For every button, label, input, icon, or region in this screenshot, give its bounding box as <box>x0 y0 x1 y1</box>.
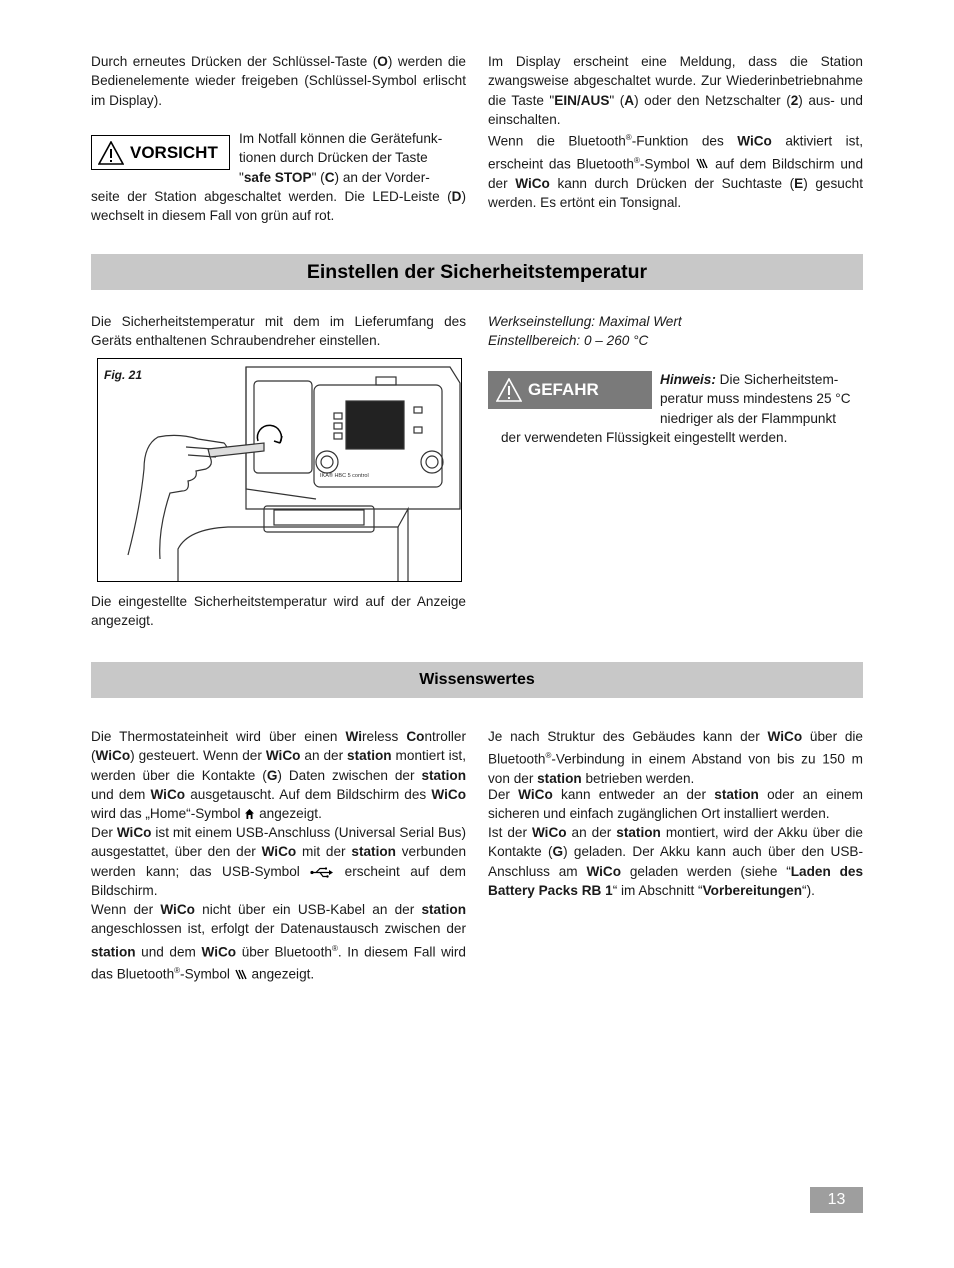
hinweis-text-2: der verwendeten Flüssigkeit eingestellt werden. <box>501 430 788 445</box>
shutdown-message-paragraph: Im Display erscheint eine Meldung, dass die Station zwangsweise abgeschaltet wurde. Zur Wiederinbetriebnahme die Taste "EIN/AUS" (A) oder den Netzschalter (2) aus- und einschalten. <box>488 54 863 127</box>
section-title-wissenswertes: Wissenswertes <box>91 662 863 698</box>
installation-paragraph: Der WiCo kann entweder an der station oder an einem sicheren und einfach zugänglichen Ort installiert werden. <box>488 787 863 822</box>
warning-triangle-icon <box>98 141 124 165</box>
wico-paragraph-3: Wenn der WiCo nicht über ein USB-Kabel an der station angeschlossen ist, erfolgt der Datenaustausch zwischen der station und dem WiCo über Bluetooth®. In diesem Fall wird das Bluetooth®-Symbol angezeigt. <box>91 902 467 982</box>
wico-paragraph-2: Der WiCo ist mit einem USB-Anschluss (Universal Serial Bus) ausgestattet, über den der WiCo mit der station verbunden werden kann; das USB-Symbol erscheint auf dem Bildschirm. <box>91 825 467 898</box>
hinweis-text-1: Hinweis: Die Sicherheitstem- peratur muss mindestens 25 °C niedriger als der Flammpunkt <box>660 372 851 426</box>
gefahr-warning-box <box>488 371 652 409</box>
factory-setting: Werkseinstellung: Maximal Wert <box>488 314 682 329</box>
vorsicht-text-2: seite der Station abgeschaltet werden. Die LED-Leiste (D) wechselt in diesem Fall von grün auf rot. <box>91 189 466 224</box>
range-paragraph: Je nach Struktur des Gebäudes kann der WiCo über die Bluetooth®-Verbindung in einem Abstand von bis zu 150 m von der station betrieben werden. <box>488 729 863 787</box>
after-figure-text: Die eingestellte Sicherheitstemperatur wird auf der Anzeige angezeigt. <box>91 594 466 629</box>
figure-brand-text: IKA® HBC 5 control <box>320 473 369 479</box>
vorsicht-label: VORSICHT <box>130 142 218 162</box>
bluetooth-paragraph: Wenn die Bluetooth®-Funktion des WiCo aktiviert ist, erscheint das Bluetooth®-Symbol auf dem Bildschirm und der WiCo kann durch Drücken der Suchtaste (E) gesucht werden. Es ertönt ein Tonsignal. <box>488 133 863 210</box>
safety-temp-instruction: Die Sicherheitstemperatur mit dem im Lieferumfang des Geräts enthaltenen Schraubendreher einstellen. <box>91 314 466 349</box>
warning-triangle-icon <box>496 378 522 402</box>
bluetooth-signal-icon <box>695 157 709 170</box>
bluetooth-signal-icon <box>234 968 248 981</box>
figure-label: Fig. 21 <box>104 368 143 382</box>
gefahr-label: GEFAHR <box>528 380 599 400</box>
section-title-sicherheitstemperatur: Einstellen der Sicherheitstemperatur <box>91 254 863 290</box>
setting-range: Einstellbereich: 0 – 260 °C <box>488 333 649 348</box>
wico-paragraph-1: Die Thermostateinheit wird über einen Wireless Controller (WiCo) gesteuert. Wenn der WiCo an der station montiert ist, werden über die Kontakte (G) Daten zwischen der station und dem WiCo ausgetauscht. Auf dem Bildschirm des WiCo wird das „Home“-Symbol angezeigt. <box>91 729 466 822</box>
figure-21 <box>97 358 462 582</box>
home-icon <box>244 808 255 820</box>
vorsicht-warning-box <box>91 135 230 170</box>
page-number: 13 <box>810 1187 863 1213</box>
device-illustration <box>98 359 461 581</box>
vorsicht-text-1: Im Notfall können die Gerätefunk- tionen durch Drücken der Taste "safe STOP" (C) an der Vorder- <box>239 131 443 185</box>
intro-paragraph: Durch erneutes Drücken der Schlüssel-Taste (O) werden die Bedienelemente wieder freigeben (Schlüssel-Symbol erlischt im Display). <box>91 54 466 108</box>
usb-icon <box>310 867 334 878</box>
charging-paragraph: Ist der WiCo an der station montiert, wird der Akku über die Kontakte (G) geladen. Der Akku kann auch über den USB-Anschluss am WiCo geladen werden (siehe “Laden des Battery Packs RB 1“ im Abschnitt “Vorbereitungen“). <box>488 825 863 898</box>
